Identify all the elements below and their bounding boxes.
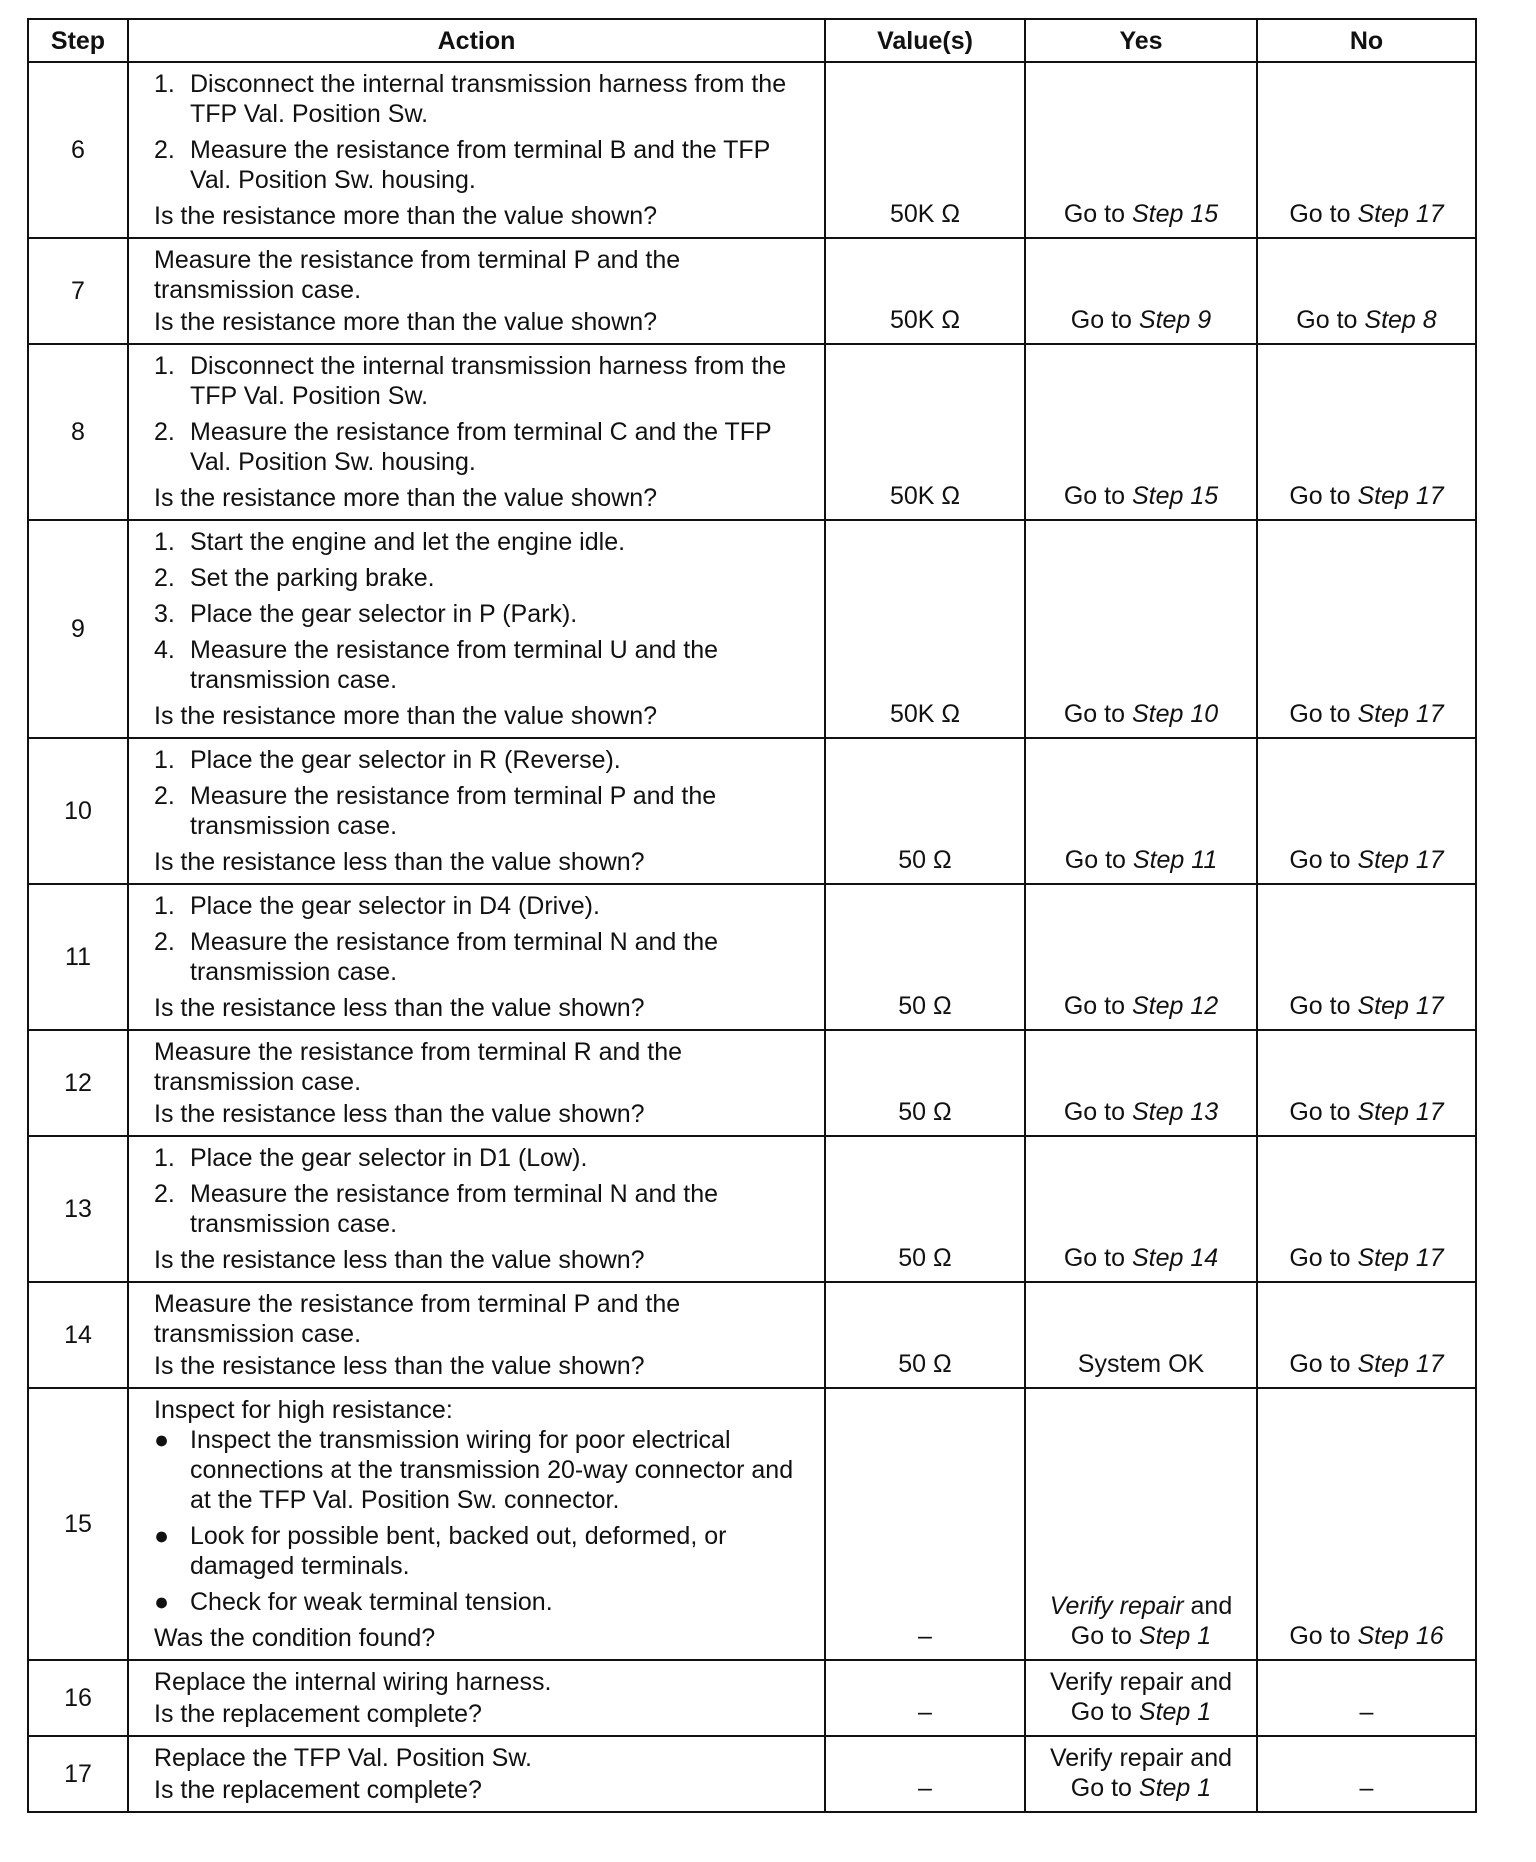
action-question: Is the resistance less than the value shown? (154, 1100, 645, 1128)
item-number: 1. (154, 528, 175, 556)
action-question: Is the resistance more than the value shown? (154, 308, 658, 336)
table-row (28, 62, 1476, 238)
header-values: Value(s) (825, 19, 1025, 62)
step-number: 10 (28, 738, 128, 884)
yes-line (1030, 1349, 1252, 1379)
item-text: Measure the resistance from terminal U and the transmission case. (190, 636, 719, 694)
action-list-item (154, 745, 814, 775)
yes-line (1030, 1773, 1252, 1803)
item-text: Inspect the transmission wiring for poor electrical connections at the transmission 20-way connector and at the TFP Val. Position Sw. connector. (190, 1426, 794, 1514)
yes-step-ref: Step 12 (1131, 992, 1219, 1020)
action-question: Is the resistance less than the value shown? (154, 848, 645, 876)
yes-line (1030, 845, 1252, 875)
yes-cell (1025, 884, 1257, 1030)
item-text: Measure the resistance from terminal C and the TFP Val. Position Sw. housing. (190, 418, 772, 476)
yes-text: Go to (1064, 846, 1126, 874)
no-cell (1257, 1660, 1476, 1736)
no-text: Go to (1296, 306, 1358, 334)
no-step-ref: Step 17 (1357, 1350, 1444, 1378)
action-cell (128, 1736, 825, 1812)
yes-line (1030, 1243, 1252, 1273)
yes-step-ref: Step 11 (1132, 846, 1218, 874)
no-cell (1257, 884, 1476, 1030)
no-text: Go to (1289, 1098, 1351, 1126)
action-cell (128, 238, 825, 344)
item-number: 2. (154, 564, 175, 592)
table-row (28, 738, 1476, 884)
header-action: Action (128, 19, 825, 62)
step-number: 12 (28, 1030, 128, 1136)
action-list-item (154, 527, 814, 557)
no-text: Go to (1289, 700, 1351, 728)
no-cell (1257, 1736, 1476, 1812)
action-question: Is the resistance more than the value shown? (154, 484, 658, 512)
item-text: Look for possible bent, backed out, deformed, or damaged terminals. (190, 1522, 727, 1580)
no-cell (1257, 1388, 1476, 1660)
action-cell (128, 738, 825, 884)
yes-step-ref: Step 1 (1138, 1622, 1212, 1650)
table-row (28, 1030, 1476, 1136)
action-cell (128, 1388, 825, 1660)
step-number: 14 (28, 1282, 128, 1388)
value-cell: – (825, 1388, 1025, 1660)
no-step-ref: Step 17 (1357, 200, 1444, 228)
yes-verify-text: Verify repair (1049, 1592, 1184, 1620)
value-cell: 50K Ω (825, 238, 1025, 344)
action-intro: Inspect for high resistance: (154, 1396, 453, 1424)
item-text: Measure the resistance from terminal B and the TFP Val. Position Sw. housing. (190, 136, 770, 194)
no-step-ref: Step 17 (1357, 1244, 1444, 1272)
action-list-item (154, 1425, 814, 1515)
no-cell (1257, 1030, 1476, 1136)
no-cell (1257, 62, 1476, 238)
no-step-ref: Step 16 (1357, 1622, 1444, 1650)
action-question: Is the replacement complete? (154, 1776, 482, 1804)
no-step-ref: Step 17 (1357, 1098, 1444, 1126)
table-row (28, 884, 1476, 1030)
action-list-item (154, 891, 814, 921)
item-number: 4. (154, 636, 175, 664)
item-text: Disconnect the internal transmission harness from the TFP Val. Position Sw. (190, 70, 787, 128)
yes-cell (1025, 1388, 1257, 1660)
value-cell: 50 Ω (825, 1282, 1025, 1388)
action-cell (128, 62, 825, 238)
step-number: 6 (28, 62, 128, 238)
yes-line (1030, 305, 1252, 335)
action-intro: Measure the resistance from terminal R and the transmission case. (154, 1038, 683, 1096)
item-number: 1. (154, 70, 175, 98)
item-number: 3. (154, 600, 175, 628)
yes-line1: Verify repair and (1049, 1744, 1233, 1772)
step-number: 13 (28, 1136, 128, 1282)
yes-step-ref: Step 10 (1131, 700, 1219, 728)
action-cell (128, 344, 825, 520)
yes-text: Go to (1070, 1774, 1132, 1802)
value-cell: 50 Ω (825, 738, 1025, 884)
yes-text: Go to (1070, 1622, 1132, 1650)
item-text: Start the engine and let the engine idle. (190, 528, 626, 556)
item-text: Place the gear selector in D1 (Low). (190, 1144, 588, 1172)
action-list-item (154, 1179, 814, 1239)
yes-line (1030, 199, 1252, 229)
yes-cell (1025, 238, 1257, 344)
table-row (28, 1660, 1476, 1736)
yes-cell (1025, 1282, 1257, 1388)
table-row (28, 1136, 1476, 1282)
item-number: 1. (154, 746, 175, 774)
item-text: Place the gear selector in P (Park). (190, 600, 578, 628)
action-list-item (154, 927, 814, 987)
yes-text: System OK (1077, 1350, 1205, 1378)
yes-cell (1025, 738, 1257, 884)
step-number: 8 (28, 344, 128, 520)
item-text: Measure the resistance from terminal N and the transmission case. (190, 928, 719, 986)
no-step-ref: Step 17 (1357, 482, 1444, 510)
no-text: Go to (1289, 1622, 1351, 1650)
yes-line1: Verify repair and (1049, 1668, 1233, 1696)
yes-text: Go to (1063, 482, 1125, 510)
yes-cell (1025, 1136, 1257, 1282)
yes-line1 (1030, 1591, 1252, 1621)
action-list-item (154, 351, 814, 411)
bullet-marker: ● (154, 1426, 170, 1454)
item-number: 2. (154, 1180, 175, 1208)
action-list-item (154, 135, 814, 195)
yes-cell (1025, 1660, 1257, 1736)
action-intro: Replace the internal wiring harness. (154, 1668, 552, 1696)
action-intro: Measure the resistance from terminal P and the transmission case. (154, 246, 681, 304)
action-question: Was the condition found? (154, 1624, 436, 1652)
action-intro: Replace the TFP Val. Position Sw. (154, 1744, 532, 1772)
item-text: Set the parking brake. (190, 564, 435, 592)
action-list-item (154, 563, 814, 593)
header-row (28, 19, 1476, 62)
no-step-ref: Step 17 (1357, 992, 1444, 1020)
step-number: 11 (28, 884, 128, 1030)
value-cell: – (825, 1736, 1025, 1812)
item-text: Check for weak terminal tension. (190, 1588, 553, 1616)
action-list-item (154, 417, 814, 477)
yes-text: Go to (1070, 1698, 1132, 1726)
yes-line (1030, 1097, 1252, 1127)
item-text: Place the gear selector in D4 (Drive). (190, 892, 600, 920)
yes-step-ref: Step 1 (1138, 1698, 1212, 1726)
yes-and-text: and (1190, 1592, 1233, 1620)
yes-line (1030, 1697, 1252, 1727)
yes-cell (1025, 520, 1257, 738)
step-number: 7 (28, 238, 128, 344)
yes-cell (1025, 1030, 1257, 1136)
table-row (28, 238, 1476, 344)
header-no: No (1257, 19, 1476, 62)
action-list-item (154, 599, 814, 629)
yes-cell (1025, 344, 1257, 520)
yes-step-ref: Step 9 (1138, 306, 1212, 334)
item-number: 1. (154, 892, 175, 920)
value-cell: 50K Ω (825, 520, 1025, 738)
action-question: Is the resistance less than the value shown? (154, 1246, 645, 1274)
header-step: Step (28, 19, 128, 62)
action-list-item (154, 69, 814, 129)
action-cell (128, 520, 825, 738)
bullet-marker: ● (154, 1588, 170, 1616)
yes-text: Go to (1063, 1098, 1125, 1126)
action-cell (128, 884, 825, 1030)
no-cell (1257, 344, 1476, 520)
action-question: Is the resistance more than the value shown? (154, 702, 658, 730)
step-number: 9 (28, 520, 128, 738)
item-number: 1. (154, 1144, 175, 1172)
action-cell (128, 1030, 825, 1136)
yes-step-ref: Step 14 (1131, 1244, 1219, 1272)
action-question: Is the resistance less than the value shown? (154, 1352, 645, 1380)
action-cell (128, 1136, 825, 1282)
item-text: Measure the resistance from terminal P and the transmission case. (190, 782, 717, 840)
action-intro: Measure the resistance from terminal P and the transmission case. (154, 1290, 681, 1348)
action-list-item (154, 635, 814, 695)
action-list-item (154, 1587, 814, 1617)
table-body (28, 62, 1476, 1812)
no-cell (1257, 1282, 1476, 1388)
yes-line (1030, 1621, 1252, 1651)
action-question: Is the resistance less than the value shown? (154, 994, 645, 1022)
yes-step-ref: Step 13 (1131, 1098, 1219, 1126)
yes-step-ref: Step 15 (1131, 482, 1219, 510)
item-number: 2. (154, 928, 175, 956)
table-row (28, 520, 1476, 738)
yes-step-ref: Step 1 (1138, 1774, 1212, 1802)
bullet-marker: ● (154, 1522, 170, 1550)
table-row (28, 1388, 1476, 1660)
value-cell: 50 Ω (825, 1030, 1025, 1136)
no-text: Go to (1289, 482, 1351, 510)
item-text: Place the gear selector in R (Reverse). (190, 746, 621, 774)
value-cell: 50K Ω (825, 344, 1025, 520)
value-cell: – (825, 1660, 1025, 1736)
item-number: 2. (154, 136, 175, 164)
yes-cell (1025, 1736, 1257, 1812)
yes-step-ref: Step 15 (1131, 200, 1219, 228)
yes-line (1030, 699, 1252, 729)
no-cell (1257, 238, 1476, 344)
step-number: 16 (28, 1660, 128, 1736)
item-number: 2. (154, 782, 175, 810)
no-text: – (1359, 1774, 1374, 1802)
no-text: Go to (1289, 1350, 1351, 1378)
no-step-ref: Step 17 (1357, 846, 1444, 874)
no-text: Go to (1289, 1244, 1351, 1272)
no-step-ref: Step 8 (1364, 306, 1437, 334)
yes-line (1030, 481, 1252, 511)
action-list-item (154, 781, 814, 841)
no-cell (1257, 1136, 1476, 1282)
yes-line (1030, 991, 1252, 1021)
value-cell: 50K Ω (825, 62, 1025, 238)
no-text: Go to (1289, 992, 1351, 1020)
yes-text: Go to (1063, 1244, 1125, 1272)
diagnostic-table (27, 18, 1477, 1813)
no-cell (1257, 520, 1476, 738)
step-number: 15 (28, 1388, 128, 1660)
table-row (28, 1282, 1476, 1388)
header-yes: Yes (1025, 19, 1257, 62)
yes-cell (1025, 62, 1257, 238)
item-number: 2. (154, 418, 175, 446)
yes-text: Go to (1063, 700, 1125, 728)
item-text: Measure the resistance from terminal N and the transmission case. (190, 1180, 719, 1238)
item-text: Disconnect the internal transmission harness from the TFP Val. Position Sw. (190, 352, 787, 410)
value-cell: 50 Ω (825, 884, 1025, 1030)
value-cell: 50 Ω (825, 1136, 1025, 1282)
yes-text: Go to (1063, 200, 1125, 228)
action-list-item (154, 1521, 814, 1581)
item-number: 1. (154, 352, 175, 380)
action-cell (128, 1282, 825, 1388)
yes-text: Go to (1070, 306, 1132, 334)
no-text: Go to (1289, 200, 1351, 228)
table-row (28, 1736, 1476, 1812)
diagnostic-table-container (27, 18, 1475, 1813)
table-row (28, 344, 1476, 520)
action-question: Is the resistance more than the value shown? (154, 202, 658, 230)
yes-text: Go to (1063, 992, 1125, 1020)
no-text: Go to (1289, 846, 1351, 874)
action-question: Is the replacement complete? (154, 1700, 482, 1728)
action-list-item (154, 1143, 814, 1173)
no-cell (1257, 738, 1476, 884)
no-text: – (1359, 1698, 1374, 1726)
no-step-ref: Step 17 (1357, 700, 1444, 728)
step-number: 17 (28, 1736, 128, 1812)
action-cell (128, 1660, 825, 1736)
